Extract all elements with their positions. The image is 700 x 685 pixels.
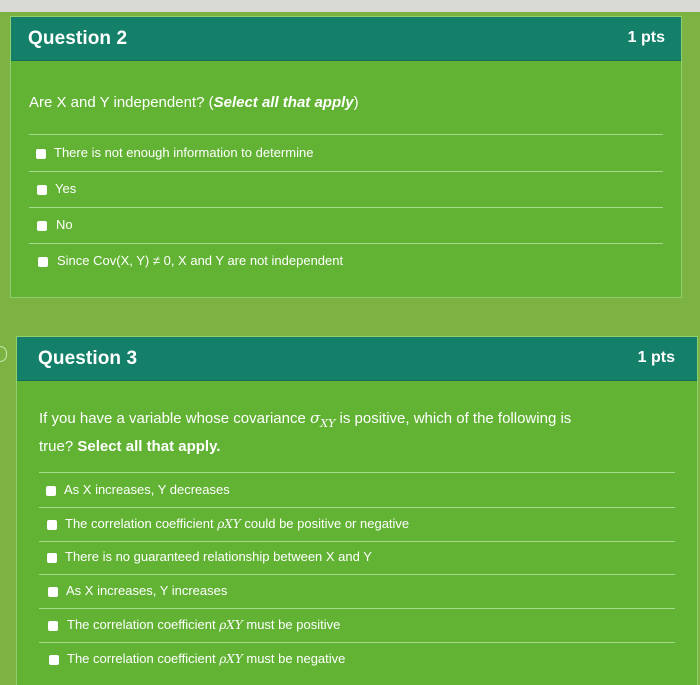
- divider: [39, 472, 675, 473]
- divider: [29, 243, 663, 244]
- divider: [39, 507, 675, 508]
- question-text-end: ): [353, 94, 359, 111]
- question-3-header: [17, 337, 697, 381]
- answer-option[interactable]: [17, 613, 697, 639]
- answer-text: The correlation coefficient: [67, 651, 220, 666]
- divider: [29, 134, 663, 135]
- answer-option[interactable]: [17, 478, 697, 504]
- answer-option[interactable]: [17, 512, 697, 538]
- checkbox[interactable]: [48, 621, 58, 631]
- answer-option[interactable]: [17, 545, 697, 571]
- question-points: 1 pts: [627, 29, 665, 46]
- top-border-strip: [0, 0, 700, 12]
- answer-text: must be negative: [242, 651, 346, 666]
- question-text: [39, 407, 659, 458]
- rho-symbol: ρXY: [217, 517, 241, 531]
- answer-text: must be positive: [242, 617, 341, 632]
- question-text-part: true?: [39, 438, 78, 455]
- checkbox[interactable]: [46, 486, 56, 496]
- divider: [39, 608, 675, 609]
- answer-text: There is no guaranteed relationship between X and Y: [65, 549, 372, 564]
- answer-option[interactable]: [17, 647, 697, 673]
- divider: [29, 207, 663, 208]
- answer-label: [65, 516, 409, 531]
- answer-option[interactable]: [11, 213, 681, 239]
- answer-text: The correlation coefficient: [67, 617, 220, 632]
- question-instruction: Select all that apply: [213, 94, 354, 111]
- checkbox[interactable]: [38, 257, 48, 267]
- answer-label: There is not enough information to determine: [54, 145, 314, 160]
- divider: [39, 574, 675, 575]
- answer-label: [67, 651, 345, 666]
- question-text: [29, 91, 359, 114]
- rho-symbol: ρXY: [219, 618, 243, 632]
- answer-label: Yes: [55, 181, 77, 196]
- answer-label: No: [56, 217, 73, 232]
- divider: [39, 642, 675, 643]
- checkbox[interactable]: [48, 587, 58, 597]
- question-title: Question 3: [38, 348, 138, 369]
- question-3-card: [16, 336, 698, 685]
- divider: [29, 171, 663, 172]
- answer-option[interactable]: [11, 141, 681, 167]
- answer-text: As X increases, Y increases: [66, 583, 228, 598]
- answer-text: could be positive or negative: [240, 516, 410, 531]
- question-2-header: [11, 17, 681, 61]
- collapse-arrow-icon[interactable]: [0, 346, 7, 362]
- rho-symbol: ρXY: [219, 652, 243, 666]
- answer-label: [66, 583, 227, 598]
- checkbox[interactable]: [37, 221, 47, 231]
- checkbox[interactable]: [37, 185, 47, 195]
- answer-label: [67, 617, 340, 632]
- sigma-subscript: XY: [320, 417, 336, 430]
- question-text-main: Are X and Y independent? (: [29, 94, 214, 111]
- question-instruction: Select all that apply.: [77, 438, 221, 455]
- divider: [39, 541, 675, 542]
- question-2-card: [10, 16, 682, 298]
- answer-label: [65, 549, 372, 564]
- answer-text: As X increases, Y decreases: [64, 482, 230, 497]
- question-title: Question 2: [28, 28, 128, 49]
- checkbox[interactable]: [47, 553, 57, 563]
- checkbox[interactable]: [49, 655, 59, 665]
- question-points: 1 pts: [637, 349, 675, 366]
- question-text-part: is positive, which of the following is: [335, 410, 572, 427]
- answer-option[interactable]: [11, 177, 681, 203]
- answer-text: The correlation coefficient: [65, 516, 218, 531]
- answer-label: Since Cov(X, Y) ≠ 0, X and Y are not independent: [57, 253, 344, 268]
- answer-option[interactable]: [17, 579, 697, 605]
- checkbox[interactable]: [47, 520, 57, 530]
- checkbox[interactable]: [36, 149, 46, 159]
- answer-label: [64, 482, 230, 497]
- sigma-symbol: σ: [310, 409, 321, 427]
- answer-option[interactable]: [11, 249, 681, 275]
- question-text-part: If you have a variable whose covariance: [39, 410, 310, 427]
